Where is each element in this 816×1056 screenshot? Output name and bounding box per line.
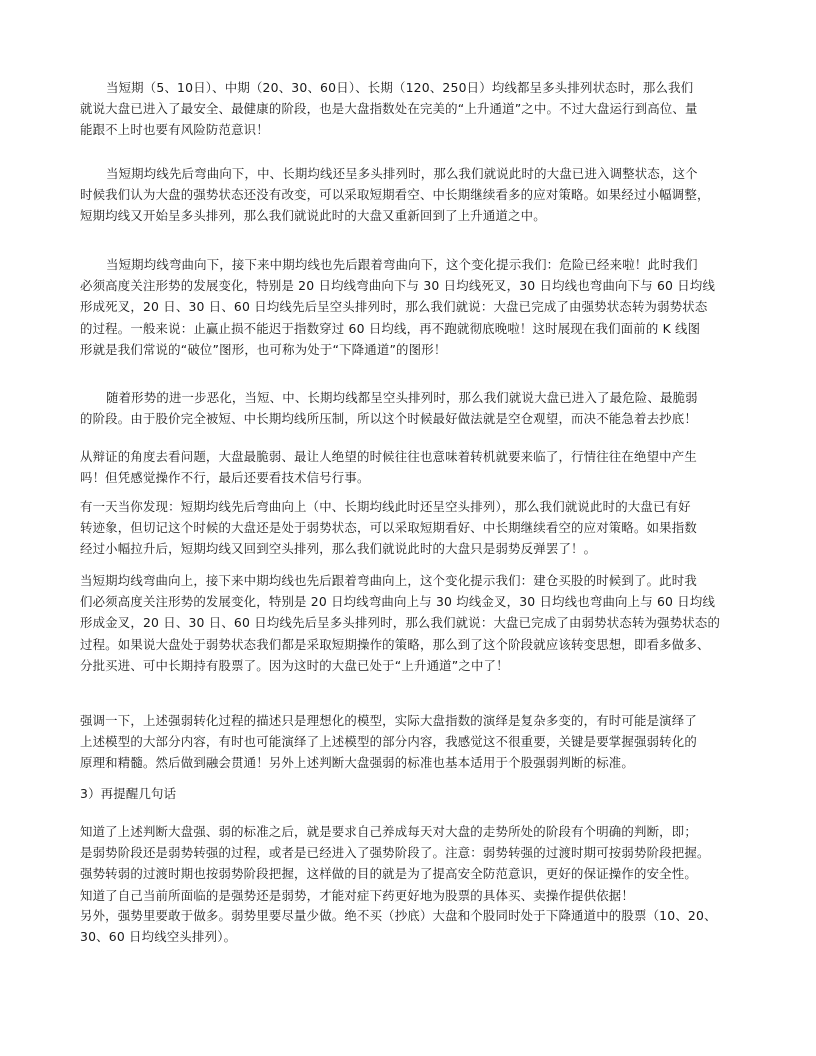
text-line: 形成金叉，20 日、30 日、60 日均线先后呈多头排列时，那么我们就说：大盘已完成了由弱势状态转为强势状态的 bbox=[80, 615, 721, 631]
text-line: 的阶段。由于股价完全被短、中长期均线所压制，所以这个时候最好做法就是空仓观望，而决不能急着去抄底！ bbox=[80, 411, 697, 427]
paragraph-advice bbox=[80, 905, 752, 947]
text-line: 30、60 日均线空头排列）。 bbox=[80, 929, 237, 945]
text-line: 原理和精髓。然后做到融会贯通！另外上述判断大盘强弱的标准也基本适用于个股强弱判断的标准。 bbox=[80, 755, 634, 771]
text-line: 的过程。一般来说：止赢止损不能迟于指数穿过 60 日均线，再不跑就彻底晚啦！这时展现在我们面前的 K 线图 bbox=[80, 320, 701, 336]
text-line: 过程。如果说大盘处于弱势状态我们都是采取短期操作的策略，那么到了这个阶段就应该转变思想，即看多做多、 bbox=[80, 636, 710, 652]
text-line: 分批买进、可中长期持有股票了。因为这时的大盘已处于“上升通道”之中了！ bbox=[80, 657, 509, 673]
paragraph-adjustment bbox=[80, 163, 752, 227]
text-line: 当短期均线先后弯曲向下，中、长期均线还呈多头排列时，那么我们就说此时的大盘已进入调整状态，这个 bbox=[106, 166, 698, 181]
text-line: 是弱势阶段还是弱势转强的过程，或者是已经进入了强势阶段了。注意：弱势转强的过渡时期可按弱势阶段把握。 bbox=[80, 845, 710, 861]
text-line: 知道了自己当前所面临的是强势还是弱势，才能对症下药更好地为股票的具体买、卖操作提供依据！ bbox=[80, 887, 634, 903]
text-line: 吗！但凭感觉操作不行，最后还要看技术信号行事。 bbox=[80, 470, 370, 486]
text-line: 转迹象，但切记这个时候的大盘还是处于弱势状态，可以采取短期看好、中长期继续看空的应对策略。如果指数 bbox=[80, 520, 697, 536]
text-line: 必须高度关注形势的发展变化，特别是 20 日均线弯曲向下与 30 日均线死叉，30 日均线也弯曲向下与 60 日均线 bbox=[80, 278, 716, 294]
text-line: 另外，强势里要敢于做多。弱势里要尽量少做。绝不买（抄底）大盘和个股同时处于下降通道中的股票（10、20、 bbox=[80, 908, 717, 923]
text-line: 强势转弱的过渡时期也按弱势阶段把握，这样做的目的就是为了提高安全防范意识，更好的保证操作的安全性。 bbox=[80, 866, 697, 882]
text-line: 知道了上述判断大盘强、弱的标准之后，就是要求自己养成每天对大盘的走势所处的阶段有个明确的判断，即； bbox=[80, 824, 697, 839]
text-line: 经过小幅拉升后，短期均线又回到空头排列，那么我们就说此时的大盘只是弱势反弹罢了！。 bbox=[80, 541, 597, 557]
text-line: 当短期均线弯曲向下，接下来中期均线也先后跟着弯曲向下，这个变化提示我们：危险已经来啦！此时我们 bbox=[106, 257, 698, 272]
section-heading bbox=[80, 783, 752, 804]
paragraph-judgement bbox=[80, 821, 752, 906]
paragraph-improvement bbox=[80, 496, 752, 560]
heading-text: 3）再提醒几句话 bbox=[80, 786, 177, 801]
paragraph-uptrend bbox=[80, 77, 752, 141]
text-line: 时候我们认为大盘的强势状态还没有改变，可以采取短期看空、中长期继续看多的应对策略。如果经过小幅调整， bbox=[80, 187, 710, 203]
text-line: 形就是我们常说的“破位”图形，也可称为处于“下降通道”的图形！ bbox=[80, 341, 447, 357]
text-line: 短期均线又开始呈多头排列，那么我们就说此时的大盘又重新回到了上升通道之中。 bbox=[80, 208, 546, 224]
text-line: 随着形势的进一步恶化，当短、中、长期均线都呈空头排列时，那么我们就说大盘已进入了最危险、最脆弱 bbox=[106, 390, 698, 405]
paragraph-buy-signal bbox=[80, 570, 752, 676]
paragraph-danger bbox=[80, 387, 752, 429]
paragraph-dialectic bbox=[80, 446, 752, 488]
text-line: 能跟不上时也要有风险防范意识！ bbox=[80, 122, 269, 138]
text-line: 上述模型的大部分内容，有时也可能演绎了上述模型的部分内容，我感觉这不很重要，关键是要掌握强弱转化的 bbox=[80, 734, 697, 750]
text-line: 强调一下，上述强弱转化过程的描述只是理想化的模型，实际大盘指数的演绎是复杂多变的，有时可能是演绎了 bbox=[80, 713, 697, 728]
paragraph-breakdown bbox=[80, 254, 752, 360]
text-line: 就说大盘已进入了最安全、最健康的阶段，也是大盘指数处在完美的“上升通道”之中。不过大盘运行到高位、量 bbox=[80, 101, 698, 117]
text-line: 当短期均线弯曲向上，接下来中期均线也先后跟着弯曲向上，这个变化提示我们：建仓买股的时候到了。此时我 bbox=[80, 573, 697, 588]
paragraph-emphasis bbox=[80, 710, 752, 774]
text-line: 有一天当你发现：短期均线先后弯曲向上（中、长期均线此时还呈空头排列），那么我们就说此时的大盘已有好 bbox=[80, 499, 691, 514]
text-line: 形成死叉，20 日、30 日、60 日均线先后呈空头排列时，那么我们就说：大盘已完成了由强势状态转为弱势状态 bbox=[80, 299, 708, 315]
text-line: 从辩证的角度去看问题，大盘最脆弱、最让人绝望的时候往往也意味着转机就要来临了，行情往往在绝望中产生 bbox=[80, 449, 697, 464]
text-line: 们必须高度关注形势的发展变化，特别是 20 日均线弯曲向上与 30 均线金叉，30 日均线也弯曲向上与 60 日均线 bbox=[80, 594, 716, 610]
text-line: 当短期（5、10日）、中期（20、30、60日）、长期（120、250日）均线都呈多头排列状态时，那么我们 bbox=[106, 80, 694, 95]
